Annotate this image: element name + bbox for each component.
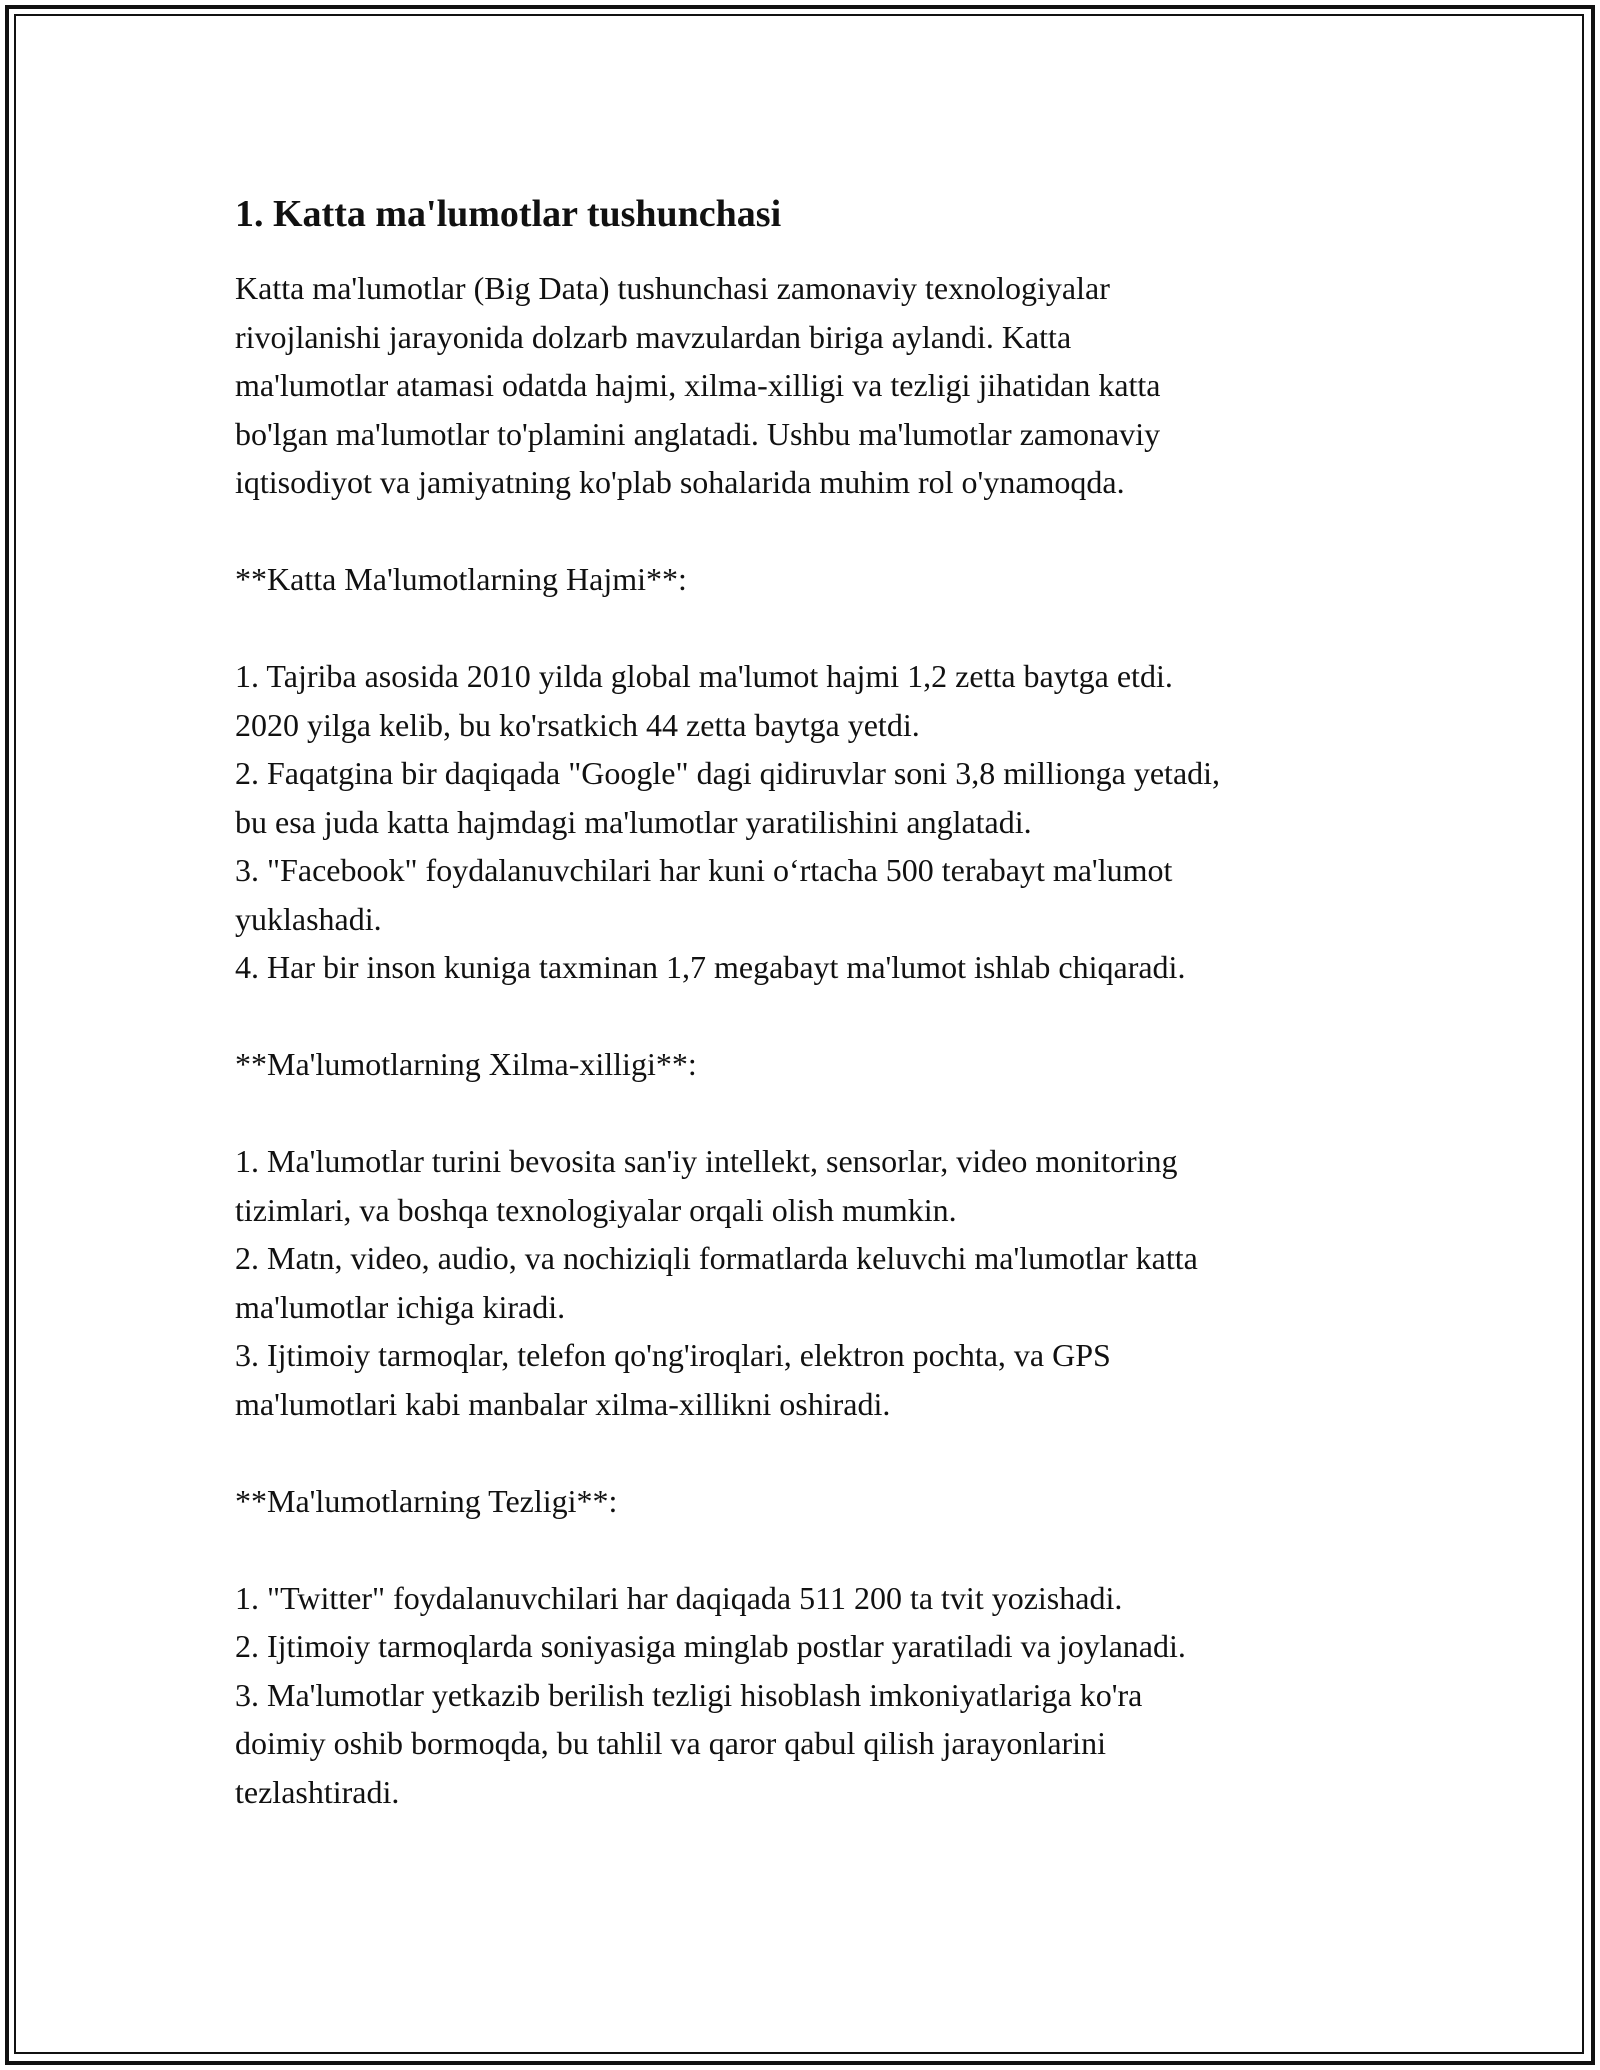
blank-line [235, 507, 1395, 556]
list-line: tezlashtiradi. [235, 1773, 400, 1810]
list-line: 1. Tajriba asosida 2010 yilda global ma'lumot hajmi 1,2 zetta baytga etdi. [235, 658, 1173, 694]
list-line: 2. Ijtimoiy tarmoqlarda soniyasiga minglab postlar yaratiladi va joylanadi. [235, 1628, 1186, 1664]
list-line: 3. Ma'lumotlar yetkazib berilish tezligi hisoblash imkoniyatlariga ko'ra [235, 1676, 1143, 1713]
list-line: 3. "Facebook" foydalanuvchilari har kuni o‘rtacha 500 terabayt ma'lumot [235, 852, 1173, 888]
blank-line [235, 604, 1395, 653]
list-line: 4. Har bir inson kuniga taxminan 1,7 megabayt ma'lumot ishlab chiqaradi. [235, 949, 1186, 985]
intro-line: iqtisodiyot va jamiyatning ko'plab sohalarida muhim rol o'ynamoqda. [235, 464, 1125, 500]
section-heading: **Ma'lumotlarning Tezligi**: [235, 1482, 618, 1519]
list-line: 1. Ma'lumotlar turini bevosita san'iy intellekt, sensorlar, video monitoring [235, 1143, 1178, 1179]
blank-line [235, 992, 1395, 1041]
section-variety [235, 1040, 1395, 1428]
intro-line: Katta ma'lumotlar (Big Data) tushunchasi zamonaviy texnologiyalar [235, 270, 1110, 306]
list-line: doimiy oshib bormoqda, bu tahlil va qaror qabul qilish jarayonlarini [235, 1725, 1106, 1761]
list-line: 1. "Twitter" foydalanuvchilari har daqiqada 511 200 ta tvit yozishadi. [235, 1579, 1123, 1616]
list-line: yuklashadi. [235, 900, 382, 937]
section-heading: **Ma'lumotlarning Xilma-xilligi**: [235, 1046, 697, 1082]
list-line: 3. Ijtimoiy tarmoqlar, telefon qo'ng'iroqlari, elektron pochta, va GPS [235, 1337, 1111, 1373]
list-line: ma'lumotlari kabi manbalar xilma-xillikni oshiradi. [235, 1385, 891, 1422]
section-velocity [235, 1477, 1395, 1817]
list-line: ma'lumotlar ichiga kiradi. [235, 1288, 566, 1325]
list-line: bu esa juda katta hajmdagi ma'lumotlar yaratilishini anglatadi. [235, 803, 1032, 840]
document-body [235, 190, 1395, 1816]
list-line: 2. Faqatgina bir daqiqada "Google" dagi qidiruvlar soni 3,8 millionga yetadi, [235, 755, 1221, 791]
intro-line: ma'lumotlar atamasi odatda hajmi, xilma-xilligi va tezligi jihatidan katta [235, 367, 1161, 403]
blank-line [235, 1525, 1395, 1574]
list-line: tizimlari, va boshqa texnologiyalar orqali olish mumkin. [235, 1191, 957, 1228]
section-volume [235, 555, 1395, 992]
intro-line: bo'lgan ma'lumotlar to'plamini anglatadi. Ushbu ma'lumotlar zamonaviy [235, 415, 1161, 452]
blank-line [235, 1428, 1395, 1477]
document-title: 1. Katta ma'lumotlar tushunchasi [235, 193, 782, 235]
list-line: 2. Matn, video, audio, va nochiziqli formatlarda keluvchi ma'lumotlar katta [235, 1240, 1198, 1276]
intro-line: rivojlanishi jarayonida dolzarb mavzulardan biriga aylandi. Katta [235, 318, 1072, 355]
blank-line [235, 1089, 1395, 1138]
list-line: 2020 yilga kelib, bu ko'rsatkich 44 zetta baytga yetdi. [235, 706, 920, 743]
intro-paragraph [235, 264, 1395, 507]
section-heading: **Katta Ma'lumotlarning Hajmi**: [235, 561, 687, 597]
